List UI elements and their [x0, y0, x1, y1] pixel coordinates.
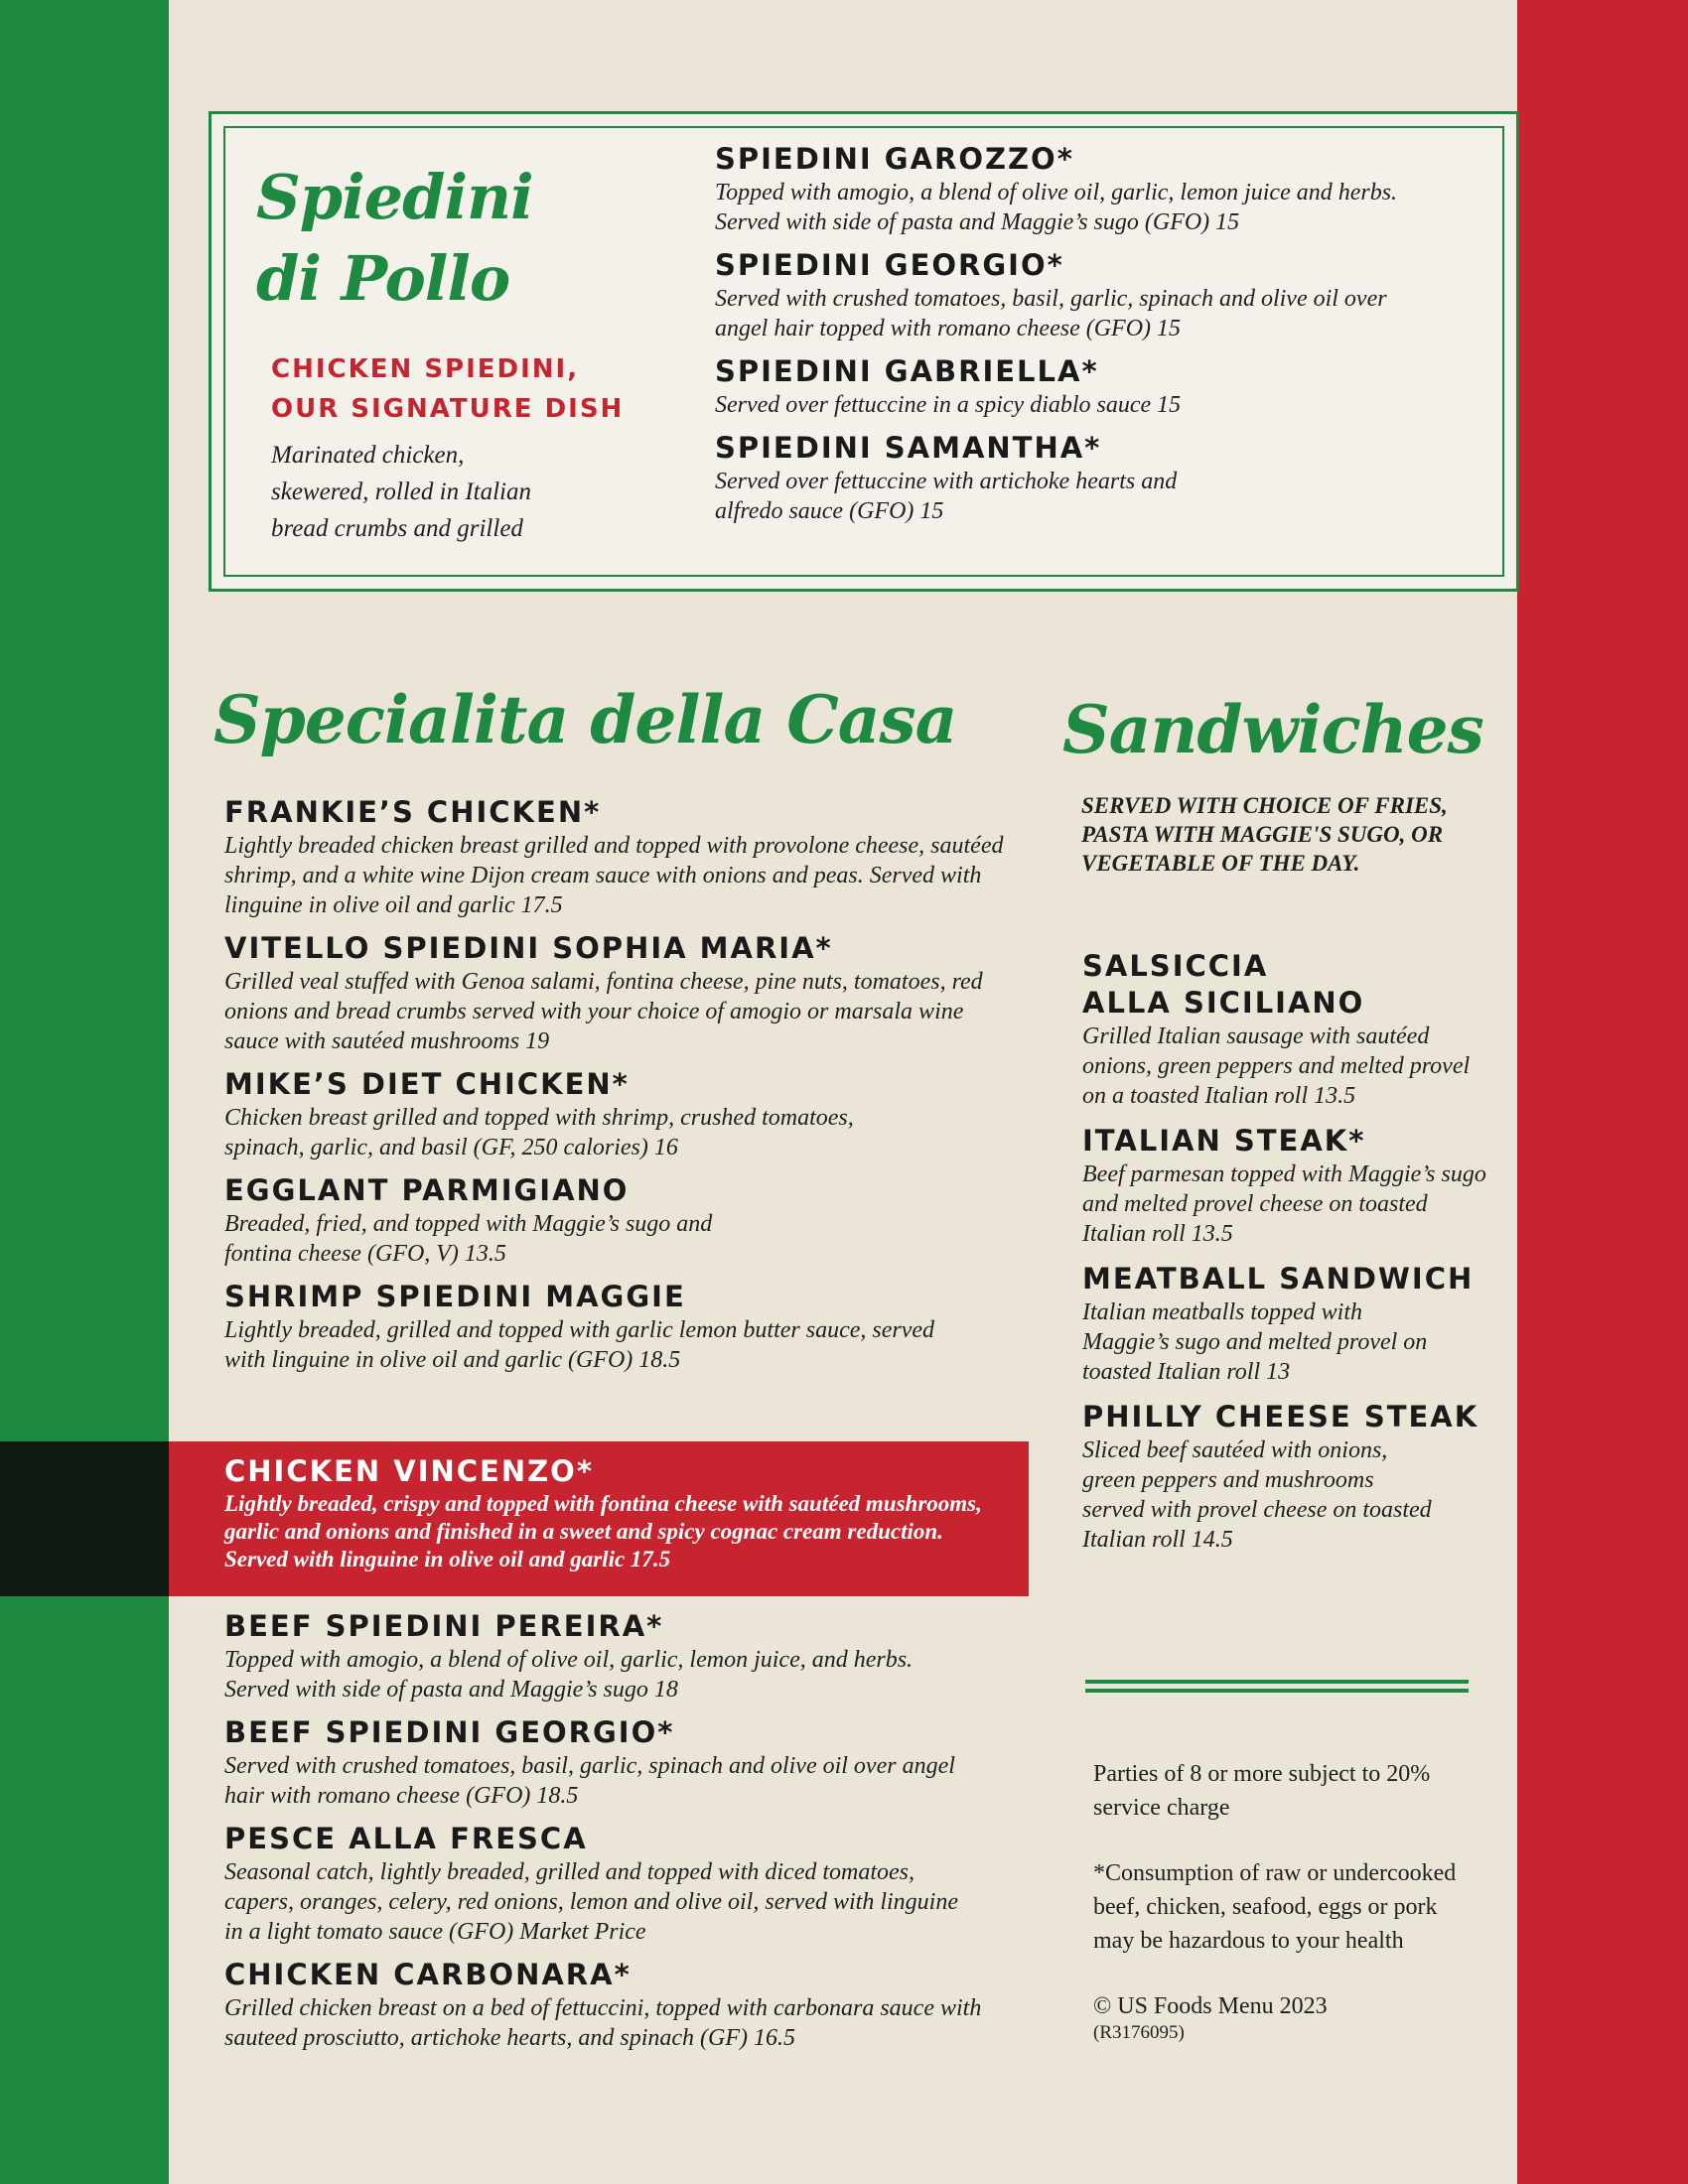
menu-item-description: Served with crushed tomatoes, basil, garlic, spinach and olive oil over angel hair topped with romano cheese (GFO) 15	[715, 286, 1387, 341]
menu-item-description: Served with crushed tomatoes, basil, garlic, spinach and olive oil over angel hair with romano cheese (GFO) 18.5	[224, 1753, 955, 1809]
menu-item-description: Grilled chicken breast on a bed of fettuccini, topped with carbonara sauce with sauteed prosciutto, artichoke hearts, and spinach (GF) 16.5	[224, 1995, 982, 2051]
menu-item-name: MEATBALL SANDWICH	[1082, 1262, 1475, 1296]
menu-item-description: Breaded, fried, and topped with Maggie’s sugo and fontina cheese (GFO, V) 13.5	[224, 1211, 713, 1267]
description-line: bread crumbs and grilled	[271, 515, 523, 542]
band-dark-edge	[0, 1441, 169, 1596]
menu-item	[224, 930, 1009, 1056]
divider-line	[1085, 1680, 1469, 1684]
section-divider	[1085, 1680, 1469, 1694]
menu-item-name: PHILLY CHEESE STEAK	[1082, 1400, 1479, 1433]
menu-item	[224, 1608, 1009, 1705]
menu-item	[224, 1957, 1009, 2053]
signature-tagline	[271, 349, 629, 429]
consumption-advisory: *Consumption of raw or undercooked beef, chicken, seafood, eggs or pork may be hazardous to your health	[1093, 1860, 1457, 1954]
description-line: skewered, rolled in Italian	[271, 478, 531, 505]
menu-item-name: FRANKIE’S CHICKEN*	[224, 795, 602, 829]
menu-item	[1082, 948, 1499, 1111]
menu-item-description: Grilled Italian sausage with sautéed onions, green peppers and melted provel on a toasted Italian roll 13.5	[1082, 1024, 1471, 1109]
menu-item-description: Topped with amogio, a blend of olive oil, garlic, lemon juice, and herbs. Served with side of pasta and Maggie’s sugo 18	[224, 1647, 914, 1703]
menu-item-description: Served over fettuccine in a spicy diablo sauce 15	[715, 392, 1182, 418]
sandwiches-section-title: Sandwiches	[1062, 691, 1483, 768]
tagline-line: OUR SIGNATURE DISH	[271, 394, 625, 424]
menu-item-description: Beef parmesan topped with Maggie’s sugo and melted provel cheese on toasted Italian roll 13.5	[1082, 1161, 1486, 1247]
menu-item-description: Topped with amogio, a blend of olive oil, garlic, lemon juice and herbs. Served with side of pasta and Maggie’s sugo (GFO) 15	[715, 180, 1398, 235]
copyright-notice: © US Foods Menu 2023	[1093, 1993, 1328, 2019]
specialita-section-title: Specialita della Casa	[213, 681, 957, 758]
menu-code: (R3176095)	[1093, 2022, 1185, 2043]
menu-item	[715, 247, 1430, 343]
menu-item-name: ALLA SICILIANO	[1082, 986, 1365, 1020]
menu-item	[224, 794, 1009, 920]
menu-item-name: PESCE ALLA FRESCA	[224, 1822, 588, 1855]
menu-item-description: Served over fettuccine with artichoke hearts and alfredo sauce (GFO) 15	[715, 469, 1178, 524]
menu-item-name: BEEF SPIEDINI GEORGIO*	[224, 1715, 675, 1749]
menu-item-name: SALSICCIA	[1082, 949, 1269, 983]
sandwiches-item-list	[1082, 948, 1499, 1567]
menu-item	[1082, 1399, 1499, 1555]
specialita-item-list	[224, 794, 1009, 1385]
spiedini-item-list	[715, 141, 1430, 536]
menu-item-name: SPIEDINI GAROZZO*	[715, 142, 1074, 176]
menu-item-name: SHRIMP SPIEDINI MAGGIE	[224, 1280, 686, 1313]
menu-item-name: MIKE’S DIET CHICKEN*	[224, 1067, 630, 1101]
menu-item-name: VITELLO SPIEDINI SOPHIA MARIA*	[224, 931, 833, 965]
spiedini-description	[271, 437, 569, 547]
menu-item-description: Lightly breaded, grilled and topped with garlic lemon butter sauce, served with linguine in olive oil and garlic (GFO) 18.5	[224, 1317, 935, 1373]
menu-item-name: SPIEDINI GABRIELLA*	[715, 354, 1099, 388]
menu-item-description: Seasonal catch, lightly breaded, grilled and topped with diced tomatoes, capers, oranges, celery, red onions, lemon and olive oil, served with linguine in a light tomato sauce (GFO) Market Price	[224, 1859, 958, 1945]
menu-item-description: Lightly breaded chicken breast grilled and topped with provolone cheese, sautéed shrimp, and a white wine Dijon cream sauce with onions and peas. Served with linguine in olive oil and garlic 17.5	[224, 833, 1004, 918]
menu-item-name: EGGLANT PARMIGIANO	[224, 1173, 630, 1207]
menu-item-description: Sliced beef sautéed with onions, green peppers and mushrooms served with provel cheese on toasted Italian roll 14.5	[1082, 1437, 1432, 1553]
featured-menu-item	[224, 1453, 1009, 1573]
menu-item	[1082, 1123, 1499, 1249]
menu-item	[224, 1714, 1009, 1811]
menu-item	[224, 1066, 1009, 1162]
menu-item-name: CHICKEN VINCENZO*	[224, 1454, 594, 1488]
italian-flag-green-stripe	[0, 0, 169, 2184]
sandwiches-side-note: SERVED WITH CHOICE OF FRIES, PASTA WITH MAGGIE'S SUGO, OR VEGETABLE OF THE DAY.	[1081, 793, 1448, 876]
menu-item-name: SPIEDINI SAMANTHA*	[715, 431, 1102, 465]
menu-item-name: CHICKEN CARBONARA*	[224, 1958, 632, 1991]
italian-flag-red-stripe	[1517, 0, 1688, 2184]
specialita-item-list-continued	[224, 1608, 1009, 2063]
menu-item-name: BEEF SPIEDINI PEREIRA*	[224, 1609, 664, 1643]
menu-item	[1082, 1261, 1499, 1387]
tagline-line: CHICKEN SPIEDINI,	[271, 354, 580, 384]
title-line: Spiedini	[256, 161, 533, 233]
spiedini-di-pollo-title	[256, 157, 594, 320]
divider-line	[1085, 1689, 1469, 1693]
service-charge-note: Parties of 8 or more subject to 20% service charge	[1093, 1761, 1431, 1821]
menu-item-name: ITALIAN STEAK*	[1082, 1124, 1366, 1158]
footer-notes	[1093, 1757, 1480, 2045]
menu-item-description: Lightly breaded, crispy and topped with fontina cheese with sautéed mushrooms, garlic and onions and finished in a sweet and spicy cognac cream reduction. Served with linguine in olive oil and garlic 17.5	[224, 1491, 982, 1571]
menu-item	[224, 1821, 1009, 1947]
menu-item-description: Grilled veal stuffed with Genoa salami, fontina cheese, pine nuts, tomatoes, red onions and bread crumbs served with your choice of amogio or marsala wine sauce with sautéed mushrooms 19	[224, 969, 983, 1054]
menu-item-name: SPIEDINI GEORGIO*	[715, 248, 1064, 282]
menu-item-description: Italian meatballs topped with Maggie’s sugo and melted provel on toasted Italian roll 13	[1082, 1299, 1428, 1385]
description-line: Marinated chicken,	[271, 442, 465, 469]
menu-item	[224, 1172, 1009, 1269]
menu-item	[224, 1279, 1009, 1375]
menu-item	[715, 353, 1430, 420]
menu-item	[715, 430, 1430, 526]
menu-item-description: Chicken breast grilled and topped with shrimp, crushed tomatoes, spinach, garlic, and basil (GF, 250 calories) 16	[224, 1105, 854, 1160]
menu-item	[715, 141, 1430, 237]
title-line: di Pollo	[256, 242, 510, 315]
